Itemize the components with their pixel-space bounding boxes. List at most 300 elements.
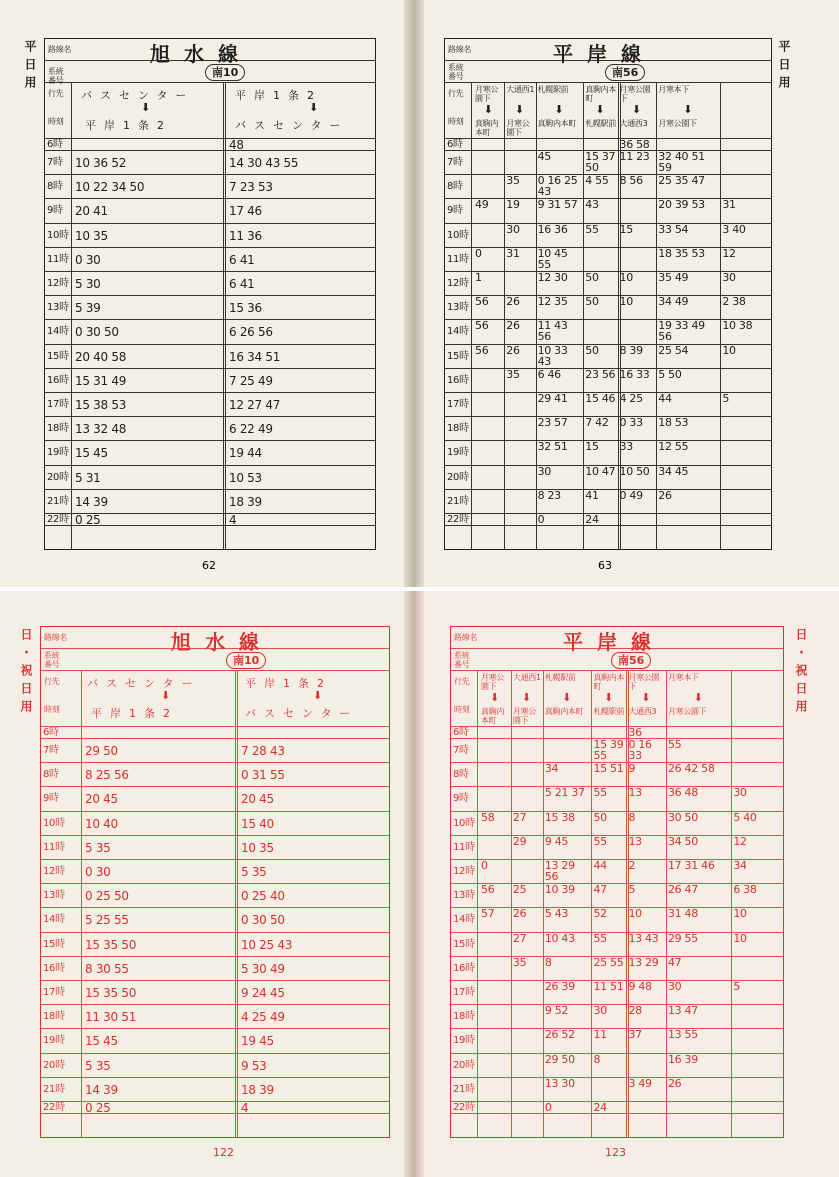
departure-cell: 26 47 <box>667 883 698 897</box>
table-row <box>445 369 771 393</box>
departure-cell: 15 <box>585 440 599 454</box>
column-divider <box>656 83 657 549</box>
down-arrow-icon: ⬇ <box>595 103 605 116</box>
departure-cell: 9 48 <box>628 980 652 993</box>
departure-cell: 10 50 <box>619 464 650 478</box>
departure-cell: 50 <box>593 810 607 824</box>
table-row <box>451 933 783 957</box>
table-row <box>451 739 783 763</box>
departure-cell: 34 <box>544 762 559 776</box>
hour-cell: 18時 <box>447 423 469 435</box>
table-row <box>41 933 389 957</box>
table-row <box>41 884 389 908</box>
departure-cell: 0 <box>475 246 482 260</box>
down-arrow-icon: ⬇ <box>141 101 151 114</box>
line-name: 旭水線 <box>150 42 252 66</box>
departure-cell: 14 39 <box>85 1082 118 1097</box>
hour-cell: 13時 <box>43 890 65 902</box>
hour-label: 時刻 <box>454 705 470 714</box>
dest-label: 行先 <box>448 89 464 98</box>
table-row <box>451 1005 783 1029</box>
hour-cell: 20時 <box>447 471 469 483</box>
hour-cell: 11時 <box>47 253 69 265</box>
header-via: 札幌駅前 <box>593 707 625 716</box>
departure-cell: 5 43 <box>544 907 569 921</box>
col-a-dest: バスセンター <box>81 89 195 102</box>
hour-cell: 10時 <box>447 229 469 241</box>
departure-cell: 16 36 <box>537 222 568 236</box>
departure-cell: 36 <box>628 726 642 739</box>
hour-label: 時刻 <box>448 117 464 126</box>
table-row <box>45 175 375 199</box>
departure-cell: 55 <box>585 222 599 236</box>
departure-cell: 20 45 <box>85 792 118 807</box>
departure-cell: 15 38 <box>544 810 575 824</box>
table-row <box>45 224 375 248</box>
departure-cell: 0 25 40 <box>241 889 285 904</box>
header-dest: 月寒本下 <box>667 673 699 682</box>
down-arrow-icon: ⬇ <box>521 691 532 704</box>
header-via: 真駒内本町 <box>481 707 505 725</box>
departure-cell: 16 34 51 <box>229 349 281 364</box>
table-row <box>41 812 389 836</box>
departure-cell: 15 46 <box>585 392 616 405</box>
departure-cell: 26 39 <box>544 980 575 993</box>
table-row <box>451 787 783 811</box>
departure-cell: 15 40 <box>241 816 274 831</box>
departure-cell: 8 <box>628 810 636 824</box>
hour-label: 時刻 <box>48 117 64 126</box>
departure-cell: 0 <box>481 859 488 872</box>
departure-cell: 35 <box>512 955 527 969</box>
hour-cell: 21時 <box>447 495 469 507</box>
departure-cell: 5 40 <box>733 810 757 824</box>
header-dest: 月寒公園下 <box>475 85 499 103</box>
column-divider <box>720 83 721 549</box>
departure-cell: 47 <box>593 883 607 897</box>
table-row <box>445 320 771 344</box>
departure-cell: 33 54 <box>658 222 689 236</box>
departure-cell: 32 40 51 59 <box>658 150 705 174</box>
departure-cell: 30 <box>593 1004 607 1018</box>
header-dest: 月寒本下 <box>658 85 690 94</box>
table-row <box>45 393 375 417</box>
hour-cell: 9時 <box>447 205 463 217</box>
hour-cell: 19時 <box>43 1035 65 1047</box>
down-arrow-icon: ⬇ <box>693 691 703 704</box>
departure-cell: 26 <box>506 319 520 333</box>
departure-cell: 11 51 <box>593 980 624 993</box>
hour-cell: 6時 <box>447 139 463 150</box>
departure-cell: 47 <box>667 955 682 969</box>
departure-cell: 10 40 <box>85 816 118 831</box>
header-dest: 月寒公園下 <box>619 85 651 103</box>
departure-cell: 45 <box>537 150 551 163</box>
departure-cell: 2 38 <box>722 295 746 309</box>
departure-cell: 30 <box>537 464 551 478</box>
table-row <box>41 1005 389 1029</box>
hour-cell: 19時 <box>453 1035 475 1047</box>
departure-cell: 11 30 51 <box>85 1010 137 1025</box>
departure-cell: 13 <box>628 786 642 800</box>
departure-cell: 34 49 <box>658 295 689 309</box>
hour-cell: 21時 <box>43 1083 65 1095</box>
table-row <box>45 199 375 223</box>
col-b-via: バスセンター <box>235 119 349 132</box>
route-badge: 南10 <box>226 652 266 669</box>
departure-cell: 13 30 <box>544 1076 575 1090</box>
departure-cell: 10 25 43 <box>241 937 293 952</box>
hour-cell: 20時 <box>453 1059 475 1071</box>
hour-cell: 12時 <box>453 866 475 877</box>
hour-cell: 21時 <box>453 1083 475 1095</box>
table-row <box>45 151 375 175</box>
departure-cell: 36 48 <box>667 786 698 800</box>
hour-cell: 22時 <box>453 1102 475 1113</box>
departure-cell: 49 <box>475 198 489 212</box>
route-no-label: 系統番号 <box>44 651 60 669</box>
line-name-label: 路線名 <box>454 633 478 642</box>
hour-cell: 15時 <box>453 938 475 950</box>
departure-cell: 15 36 <box>229 301 262 316</box>
departure-cell: 0 30 50 <box>75 325 119 340</box>
departure-cell: 7 42 <box>585 416 609 430</box>
hour-cell: 10時 <box>453 817 475 829</box>
departure-cell: 15 31 49 <box>75 373 127 388</box>
header-via: 大通西3 <box>619 119 648 128</box>
departure-cell: 30 <box>667 980 682 993</box>
departure-cell: 24 <box>585 513 599 526</box>
line-name: 平岸線 <box>563 630 665 654</box>
departure-cell: 31 48 <box>667 907 698 921</box>
departure-cell: 56 <box>475 343 489 357</box>
departure-cell: 15 35 50 <box>85 986 137 1000</box>
hour-cell: 16時 <box>43 962 65 974</box>
departure-cell: 8 30 55 <box>85 961 129 976</box>
departure-cell: 15 35 50 <box>85 937 137 952</box>
header-dest: 真駒内本町 <box>585 85 617 103</box>
departure-cell: 26 52 <box>544 1028 575 1042</box>
hour-cell: 14時 <box>453 914 475 926</box>
page-123 <box>420 590 839 1177</box>
table-row <box>41 957 389 981</box>
departure-cell: 12 27 47 <box>229 398 281 412</box>
table-row <box>45 466 375 490</box>
table-row <box>45 272 375 296</box>
header-dest: 真駒内本町 <box>593 673 625 691</box>
departure-cell: 0 30 <box>85 865 111 879</box>
line-name-label: 路線名 <box>48 45 72 54</box>
departure-cell: 8 23 <box>537 488 561 502</box>
table-row <box>45 369 375 393</box>
hour-cell: 22時 <box>447 514 469 525</box>
down-arrow-icon: ⬇ <box>161 689 171 702</box>
departure-cell: 12 30 <box>537 271 568 284</box>
departure-cell: 0 33 <box>619 416 643 430</box>
hour-cell: 22時 <box>43 1102 65 1113</box>
hour-cell: 21時 <box>47 495 69 507</box>
table-row <box>41 763 389 787</box>
route-badge: 南56 <box>611 652 651 669</box>
departure-cell: 10 <box>628 907 642 921</box>
departure-cell: 56 <box>475 319 489 333</box>
departure-cell: 10 <box>733 931 747 945</box>
departure-cell: 9 31 57 <box>537 198 578 212</box>
hour-cell: 19時 <box>447 447 469 459</box>
departure-cell: 26 <box>506 295 520 309</box>
col-b-dest: 平岸1条2 <box>245 677 332 690</box>
table-row <box>45 441 375 465</box>
departure-cell: 29 50 <box>85 744 118 758</box>
departure-cell: 50 <box>585 343 599 357</box>
departure-cell: 18 35 53 <box>658 246 705 260</box>
departure-cell: 41 <box>585 488 599 502</box>
departure-cell: 20 41 <box>75 204 108 219</box>
table-row <box>445 175 771 199</box>
hour-cell: 9時 <box>453 793 469 805</box>
side-label: 平日用 <box>23 40 37 94</box>
hour-cell: 19時 <box>47 447 69 459</box>
departure-cell: 13 29 <box>628 955 659 969</box>
departure-cell: 7 23 53 <box>229 180 273 195</box>
departure-cell: 6 22 49 <box>229 422 273 437</box>
table-row <box>451 763 783 787</box>
table-row <box>41 1102 389 1114</box>
hour-cell: 15時 <box>43 938 65 950</box>
departure-cell: 55 <box>593 834 607 848</box>
route-badge: 南10 <box>205 64 245 81</box>
column-divider <box>626 671 629 1137</box>
header-via: 真駒内本町 <box>537 119 577 128</box>
departure-cell: 31 <box>506 246 520 260</box>
hour-cell: 22時 <box>47 514 69 525</box>
departure-cell: 6 38 <box>733 883 757 897</box>
line-name: 平岸線 <box>553 42 655 66</box>
departure-cell: 25 54 <box>658 343 689 357</box>
departure-cell: 52 <box>593 907 607 921</box>
departure-cell: 6 41 <box>229 252 255 267</box>
departure-cell: 35 49 <box>658 271 689 284</box>
table-row <box>451 1078 783 1102</box>
departure-cell: 26 <box>658 488 672 502</box>
departure-cell: 50 <box>585 295 599 309</box>
hour-cell: 10時 <box>47 229 69 241</box>
departure-cell: 29 50 <box>544 1052 575 1066</box>
departure-cell: 10 47 <box>585 464 616 478</box>
departure-cell: 26 <box>667 1076 682 1090</box>
hour-cell: 8時 <box>47 181 63 193</box>
table-row <box>451 812 783 836</box>
hour-cell: 11時 <box>453 841 475 853</box>
hour-cell: 6時 <box>43 727 59 738</box>
page-122 <box>0 590 416 1177</box>
departure-cell: 0 16 33 <box>628 738 652 762</box>
departure-cell: 9 24 45 <box>241 986 285 1000</box>
departure-cell: 6 46 <box>537 367 561 381</box>
hour-cell: 20時 <box>47 471 69 483</box>
departure-cell: 28 <box>628 1004 642 1018</box>
departure-cell: 13 32 48 <box>75 422 127 437</box>
departure-cell: 20 40 58 <box>75 349 127 364</box>
column-divider <box>504 83 505 549</box>
table-row <box>41 836 389 860</box>
timetable-63 <box>444 38 772 550</box>
departure-cell: 32 51 <box>537 440 568 454</box>
hour-cell: 12時 <box>43 866 65 877</box>
departure-cell: 10 22 34 50 <box>75 180 145 195</box>
book-spine <box>404 0 424 588</box>
column-divider <box>511 671 512 1137</box>
header-via: 月寒公園下 <box>506 119 530 137</box>
departure-cell: 5 35 <box>241 865 267 879</box>
column-divider <box>666 671 667 1137</box>
departure-cell: 11 23 <box>619 150 650 163</box>
departure-cell: 9 45 <box>544 834 569 848</box>
hour-cell: 7時 <box>43 745 59 756</box>
departure-cell: 4 25 <box>619 392 643 405</box>
departure-cell: 10 38 <box>722 319 753 333</box>
table-row <box>451 981 783 1005</box>
timetable-123 <box>450 626 784 1138</box>
departure-cell: 0 16 25 43 <box>537 174 578 199</box>
departure-cell: 10 45 55 <box>537 246 568 271</box>
departure-cell: 27 <box>512 810 527 824</box>
table-row <box>451 1054 783 1078</box>
departure-cell: 13 <box>628 834 642 848</box>
departure-cell: 4 <box>229 513 237 527</box>
down-arrow-icon: ⬇ <box>631 103 642 116</box>
column-divider <box>536 83 537 549</box>
table-row <box>451 908 783 932</box>
col-b-dest: 平岸1条2 <box>235 89 322 102</box>
header-dest: 札幌駅前 <box>544 673 576 682</box>
departure-cell: 8 <box>593 1052 601 1066</box>
table-row <box>41 1029 389 1053</box>
page-62 <box>0 0 416 588</box>
departure-cell: 18 53 <box>658 416 689 430</box>
table-row <box>41 908 389 932</box>
hour-cell: 11時 <box>447 253 469 265</box>
departure-cell: 23 57 <box>537 416 568 430</box>
departure-cell: 9 52 <box>544 1004 569 1018</box>
table-row <box>45 514 375 526</box>
table-row <box>45 490 375 514</box>
departure-cell: 55 <box>593 786 607 800</box>
table-row <box>41 1054 389 1078</box>
table-row <box>41 787 389 811</box>
departure-cell: 34 50 <box>667 834 698 848</box>
col-a-via: 平岸1条2 <box>91 707 178 720</box>
hour-label: 時刻 <box>44 705 60 714</box>
departure-cell: 19 <box>506 198 520 212</box>
departure-cell: 17 31 46 <box>667 859 715 872</box>
departure-cell: 2 <box>628 859 636 872</box>
header-dest: 札幌駅前 <box>537 85 569 94</box>
hour-cell: 7時 <box>453 745 469 756</box>
side-label: 平日用 <box>777 40 791 94</box>
departure-cell: 35 <box>506 367 520 381</box>
column-divider <box>618 83 621 549</box>
table-row <box>451 836 783 860</box>
departure-cell: 50 <box>585 271 599 284</box>
departure-cell: 20 45 <box>241 792 274 807</box>
header-via: 月寒公園下 <box>512 707 537 725</box>
col-a-via: 平岸1条2 <box>85 119 172 132</box>
departure-cell: 0 <box>544 1101 552 1114</box>
header-dest: 大通西1 <box>506 85 535 94</box>
image-divider <box>0 587 839 591</box>
hour-cell: 17時 <box>453 987 475 998</box>
table-row <box>451 957 783 981</box>
departure-cell: 29 <box>512 834 527 848</box>
hour-cell: 14時 <box>447 326 469 338</box>
hour-cell: 17時 <box>43 987 65 998</box>
hour-cell: 14時 <box>47 326 69 338</box>
departure-cell: 9 <box>628 762 636 776</box>
header-dest: 月寒公園下 <box>481 673 505 691</box>
departure-cell: 11 36 <box>229 228 262 243</box>
departure-cell: 18 39 <box>241 1082 274 1097</box>
departure-cell: 10 43 <box>544 931 575 945</box>
departure-cell: 33 <box>619 440 633 454</box>
departure-cell: 15 <box>619 222 633 236</box>
table-row <box>41 1078 389 1102</box>
departure-cell: 58 <box>481 810 495 824</box>
hour-cell: 18時 <box>43 1011 65 1023</box>
table-row <box>451 860 783 884</box>
departure-cell: 13 55 <box>667 1028 698 1042</box>
departure-cell: 5 21 37 <box>544 786 585 800</box>
header-via: 真駒内本町 <box>475 119 499 137</box>
departure-cell: 30 50 <box>667 810 698 824</box>
hour-cell: 8時 <box>447 181 463 193</box>
departure-cell: 25 35 47 <box>658 174 705 188</box>
departure-cell: 10 <box>619 295 633 309</box>
departure-cell: 9 53 <box>241 1058 267 1073</box>
departure-cell: 19 44 <box>229 446 262 461</box>
table-row <box>445 514 771 526</box>
departure-cell: 23 56 <box>585 367 616 381</box>
departure-cell: 15 51 <box>593 762 624 776</box>
table-row <box>45 248 375 272</box>
hour-cell: 13時 <box>447 302 469 314</box>
departure-cell: 0 49 <box>619 488 643 502</box>
hour-cell: 8時 <box>43 769 59 781</box>
departure-cell: 5 <box>722 392 730 405</box>
departure-cell: 3 49 <box>628 1076 652 1090</box>
departure-cell: 5 50 <box>658 367 682 381</box>
table-row <box>45 139 375 151</box>
departure-cell: 5 30 49 <box>241 961 285 976</box>
departure-cell: 0 31 55 <box>241 768 285 783</box>
hour-cell: 17時 <box>447 399 469 410</box>
departure-cell: 4 25 49 <box>241 1010 285 1025</box>
departure-cell: 12 55 <box>658 440 689 454</box>
departure-cell: 8 <box>544 955 552 969</box>
departure-cell: 5 30 <box>75 277 101 291</box>
hour-cell: 20時 <box>43 1059 65 1071</box>
table-row <box>445 466 771 490</box>
hour-cell: 17時 <box>47 399 69 410</box>
down-arrow-icon: ⬇ <box>489 691 500 704</box>
departure-cell: 15 38 53 <box>75 398 127 412</box>
down-arrow-icon: ⬇ <box>641 691 651 704</box>
departure-cell: 0 25 50 <box>85 889 129 904</box>
table-row <box>451 1102 783 1114</box>
departure-cell: 8 39 <box>619 343 643 357</box>
departure-cell: 14 30 43 55 <box>229 156 299 170</box>
departure-cell: 13 47 <box>667 1004 698 1018</box>
